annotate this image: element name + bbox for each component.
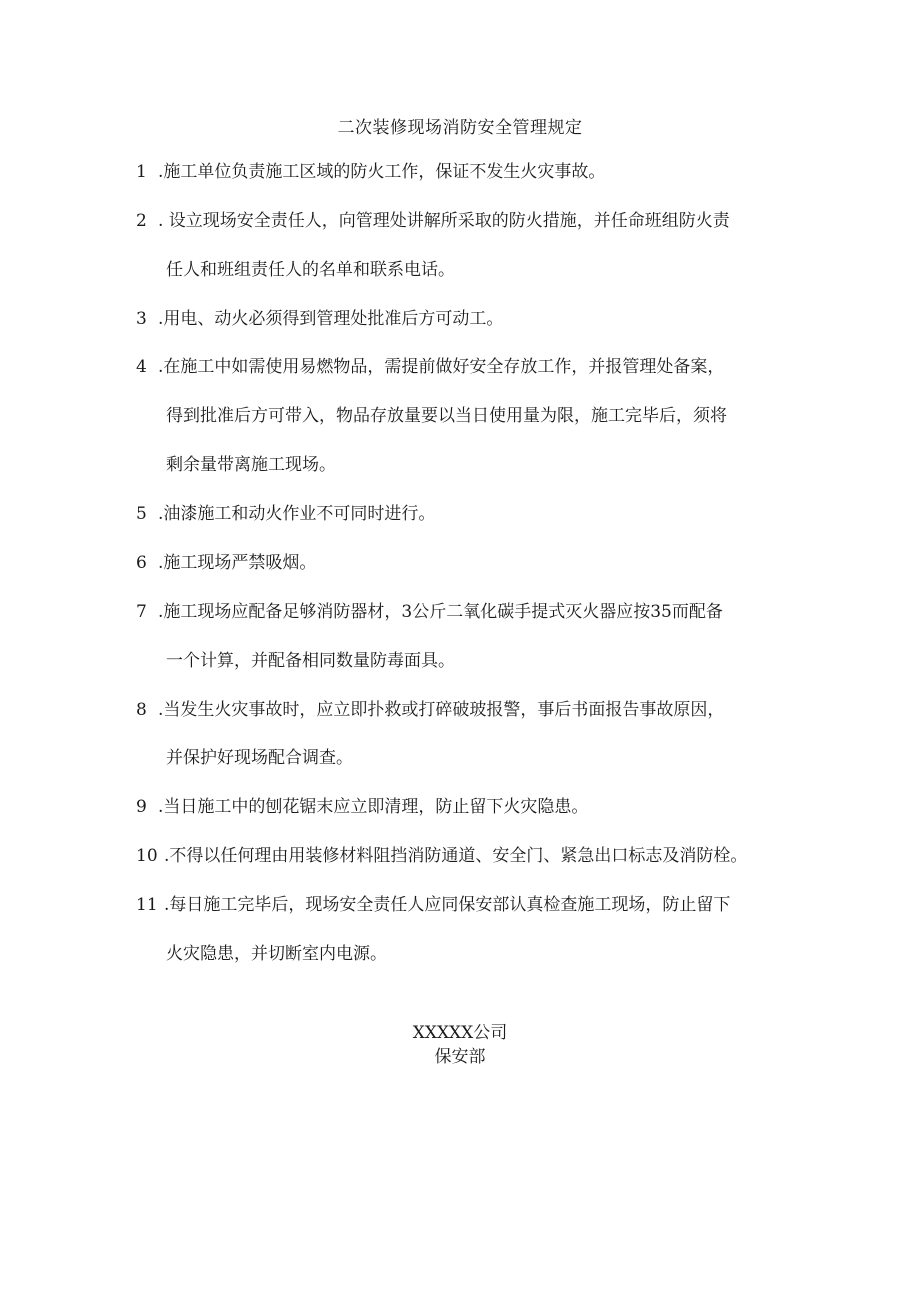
rule-number: 5 [136,504,147,524]
rule-text: 得到批准后方可带入，物品存放量要以当日使用量为限，施工完毕后，须将 [166,406,727,426]
rule-text: .施工现场严禁吸烟。 [158,553,317,573]
rule-text: 任人和班组责任人的名单和联系电话。 [166,260,455,280]
rule-text: .施工单位负责施工区域的防火工作，保证不发生火灾事故。 [158,162,606,182]
rule-number: 10 [136,846,158,866]
rule-text: .不得以任何理由用装修材料阻挡消防通道、安全门、紧急出口标志及消防栓。 [164,846,748,866]
signature-department: 保安部 [434,1047,486,1067]
rule-number: 6 [136,553,147,573]
rule-number: 8 [136,700,147,720]
rule-text: 一个计算，并配备相同数量防毒面具。 [166,651,455,671]
rule-text: .当发生火灾事故时，应立即扑救或打碎破玻报警，事后书面报告事故原因， [158,700,725,720]
signature-company: XXXXX公司 [412,1023,508,1043]
rule-number: 11 [136,895,158,915]
rule-number: 4 [136,357,147,377]
rule-text: . 设立现场安全责任人，向管理处讲解所采取的防火措施，并任命班组防火责 [158,211,730,231]
rule-text: 剩余量带离施工现场。 [166,455,336,475]
rule-text: .油漆施工和动火作业不可同时进行。 [158,504,436,524]
rule-number: 1 [136,162,147,182]
rule-text: 并保护好现场配合调查。 [166,748,353,768]
document-title: 二次装修现场消防安全管理规定 [337,118,583,138]
rule-text: .每日施工完毕后，现场安全责任人应同保安部认真检查施工现场，防止留下 [164,895,731,915]
rule-text: .当日施工中的刨花锯末应立即清理，防止留下火灾隐患。 [158,797,589,817]
rule-number: 7 [136,602,147,622]
rule-text: .在施工中如需使用易燃物品，需提前做好安全存放工作，并报管理处备案， [158,357,725,377]
rule-text: 火灾隐患，并切断室内电源。 [166,944,387,964]
rule-number: 2 [136,211,147,231]
rule-number: 3 [136,309,147,329]
rule-number: 9 [136,797,147,817]
rule-text: .用电、动火必须得到管理处批准后方可动工。 [158,309,504,329]
rule-text: .施工现场应配备足够消防器材，3公斤二氧化碳手提式灭火器应按35而配备 [158,602,723,622]
